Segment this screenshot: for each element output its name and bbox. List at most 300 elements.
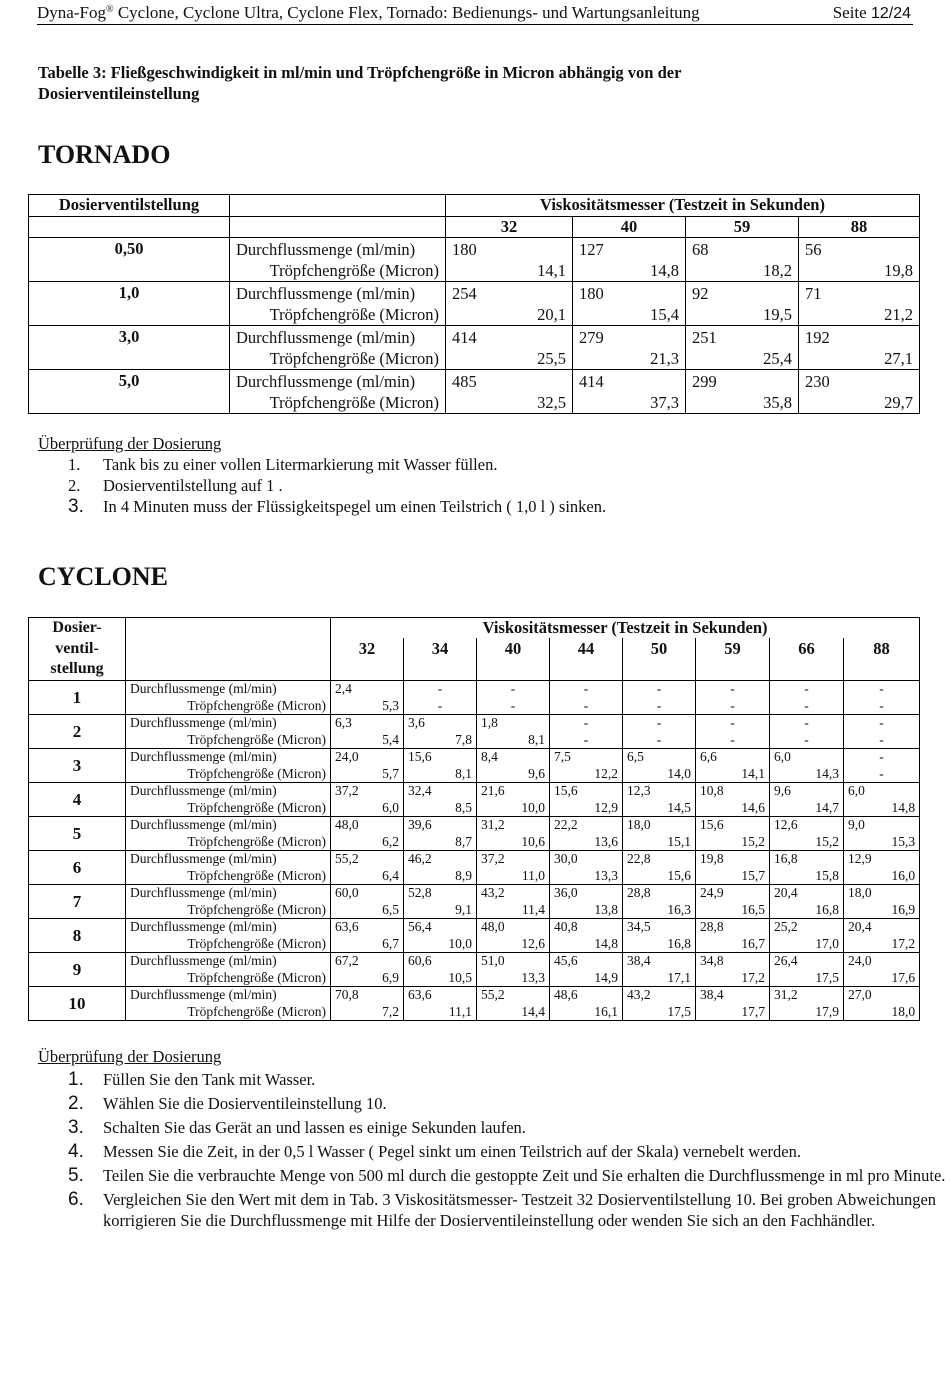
drop-value: 12,9 [594, 799, 618, 815]
drop-value: 21,2 [884, 305, 914, 324]
step-number: 4. [68, 1141, 84, 1162]
cyclone-value-cell [770, 851, 844, 885]
tornado-label-cell [230, 370, 446, 414]
step-number: 1. [68, 455, 81, 474]
flow-value: 34,8 [700, 953, 724, 968]
drop-value: 17,2 [741, 969, 765, 985]
drop-value: 11,0 [521, 867, 545, 883]
cyclone-value-cell [331, 953, 404, 987]
step-text: Wählen Sie die Dosierventileinstellung 10. [103, 1094, 387, 1113]
flow-value: 27,0 [848, 987, 872, 1002]
drop-value: 12,2 [594, 765, 618, 781]
cyclone-value-cell [331, 851, 404, 885]
flow-value: 299 [692, 372, 717, 391]
drop-value: 17,7 [741, 1003, 765, 1019]
drop-label: Tröpfchengröße (Micron) [187, 901, 326, 917]
drop-value: 11,4 [521, 901, 545, 917]
drop-value: 8,9 [455, 867, 472, 883]
cyclone-value-cell [696, 919, 770, 953]
cyclone-setting-cell: 10 [29, 987, 126, 1021]
drop-value: 12,6 [521, 935, 545, 951]
drop-value: 15,3 [891, 833, 916, 849]
drop-value: 9,6 [528, 765, 545, 781]
tornado-value-cell [686, 370, 799, 414]
drop-value: 8,1 [528, 731, 545, 747]
table-row [29, 326, 920, 370]
tornado-label-cell [230, 282, 446, 326]
cyclone-title: CYCLONE [38, 562, 169, 591]
step-text: Schalten Sie das Gerät an und lassen es einige Sekunden laufen. [103, 1118, 526, 1137]
tornado-header-blank [230, 195, 446, 217]
cyclone-value-cell [623, 885, 696, 919]
cyclone-value-cell [404, 783, 477, 817]
tornado-value-cell [799, 326, 920, 370]
cyclone-value-cell [331, 681, 404, 715]
cyclone-time-44: 44 [550, 638, 623, 681]
tornado-header-setting: Dosierventilstellung [29, 195, 230, 217]
flow-value: 31,2 [481, 817, 505, 832]
tornado-value-cell [446, 282, 573, 326]
flow-label: Durchflussmenge (ml/min) [236, 372, 416, 391]
cyclone-value-cell [404, 953, 477, 987]
drop-value: 14,9 [594, 969, 618, 985]
tornado-time-59: 59 [686, 216, 799, 238]
flow-value: 20,4 [848, 919, 872, 934]
tornado-value-cell [573, 238, 686, 282]
flow-value: 1,8 [481, 715, 498, 730]
cyclone-value-cell [550, 817, 623, 851]
flow-value: 10,8 [700, 783, 724, 798]
list-item [38, 496, 606, 517]
cyclone-value-cell [477, 919, 550, 953]
flow-value: 180 [452, 240, 477, 259]
table-caption: Tabelle 3: Fließgeschwindigkeit in ml/min und Tröpfchengröße in Micron abhängig von der Dosierventileinstellung [38, 63, 682, 103]
cyclone-value-cell [550, 953, 623, 987]
drop-label: Tröpfchengröße (Micron) [187, 765, 326, 781]
cyclone-label-cell [126, 953, 331, 987]
flow-value: 3,6 [408, 715, 425, 730]
cyclone-value-cell [770, 885, 844, 919]
drop-value: 20,1 [537, 305, 566, 324]
flow-value: - [656, 715, 662, 730]
flow-value: 63,6 [408, 987, 432, 1002]
cyclone-label-cell [126, 851, 331, 885]
table-row [29, 370, 920, 414]
drop-value: 29,7 [884, 393, 914, 412]
cyclone-setting-cell: 3 [29, 749, 126, 783]
drop-value: 16,8 [815, 901, 839, 917]
cyclone-header-row [29, 618, 920, 639]
cyclone-label-cell [126, 783, 331, 817]
flow-value: 18,0 [848, 885, 872, 900]
flow-value: 55,2 [481, 987, 505, 1002]
flow-value: 15,6 [700, 817, 724, 832]
drop-value: 21,3 [650, 349, 679, 368]
flow-value: 38,4 [627, 953, 651, 968]
drop-label: Tröpfchengröße (Micron) [187, 1003, 326, 1019]
cyclone-value-cell [844, 749, 920, 783]
cyclone-value-cell [477, 851, 550, 885]
table-row [29, 885, 920, 919]
drop-value: 7,2 [382, 1003, 399, 1019]
drop-value: 17,1 [667, 969, 691, 985]
list-item [38, 1189, 950, 1231]
drop-value: 16,9 [891, 901, 916, 917]
table-row [29, 238, 920, 282]
cyclone-label-cell [126, 885, 331, 919]
drop-label: Tröpfchengröße (Micron) [269, 305, 439, 324]
cyclone-value-cell [331, 817, 404, 851]
flow-label: Durchflussmenge (ml/min) [236, 284, 416, 303]
flow-value: 251 [692, 328, 717, 347]
cyclone-value-cell [623, 851, 696, 885]
cyclone-table [28, 617, 920, 1021]
cyclone-time-50: 50 [623, 638, 696, 681]
cyclone-value-cell [404, 919, 477, 953]
flow-value: 192 [805, 328, 830, 347]
drop-value: 16,0 [891, 867, 916, 883]
tornado-header-blank [230, 216, 446, 238]
list-item [38, 1069, 950, 1090]
step-number: 3. [68, 496, 84, 517]
cyclone-value-cell [696, 885, 770, 919]
flow-label: Durchflussmenge (ml/min) [130, 885, 277, 900]
flow-value: 51,0 [481, 953, 505, 968]
drop-value: - [656, 731, 662, 747]
flow-value: 6,3 [335, 715, 352, 730]
drop-value: 15,6 [667, 867, 691, 883]
drop-value: - [656, 697, 662, 713]
flow-value: 37,2 [481, 851, 505, 866]
drop-value: 14,4 [521, 1003, 545, 1019]
flow-value: - [583, 715, 589, 730]
flow-value: - [730, 715, 735, 730]
drop-value: - [730, 697, 735, 713]
tornado-value-cell [686, 238, 799, 282]
flow-value: 9,0 [848, 817, 865, 832]
tornado-header-blank [29, 216, 230, 238]
cyclone-value-cell [844, 919, 920, 953]
cyclone-value-cell [550, 681, 623, 715]
flow-value: 36,0 [554, 885, 578, 900]
cyclone-value-cell [844, 953, 920, 987]
drop-value: 18,2 [763, 261, 792, 280]
flow-value: 40,8 [554, 919, 578, 934]
list-item [38, 1093, 950, 1114]
drop-value: 5,4 [382, 731, 399, 747]
flow-value: - [437, 681, 443, 696]
drop-value: 32,5 [537, 393, 566, 412]
drop-label: Tröpfchengröße (Micron) [187, 867, 326, 883]
drop-value: 16,3 [667, 901, 691, 917]
tornado-time-40: 40 [573, 216, 686, 238]
cyclone-setting-cell: 8 [29, 919, 126, 953]
flow-value: 19,8 [700, 851, 724, 866]
cyclone-value-cell [696, 715, 770, 749]
cyclone-value-cell [696, 749, 770, 783]
cyclone-value-cell [404, 817, 477, 851]
drop-value: - [730, 731, 735, 747]
tornado-check-title: Überprüfung der Dosierung [38, 434, 222, 453]
setting-header-line: stellung [50, 660, 104, 677]
drop-value: 8,1 [455, 765, 472, 781]
drop-value: 15,8 [815, 867, 839, 883]
flow-value: 26,4 [774, 953, 798, 968]
drop-value: 19,8 [884, 261, 914, 280]
cyclone-value-cell [770, 817, 844, 851]
flow-value: - [879, 715, 884, 730]
cyclone-value-cell [696, 953, 770, 987]
list-item [38, 475, 606, 496]
drop-value: 13,6 [594, 833, 618, 849]
drop-value: 15,7 [741, 867, 765, 883]
cyclone-value-cell [623, 681, 696, 715]
drop-value: - [804, 697, 809, 713]
header-title: Dyna-Fog® Cyclone, Cyclone Ultra, Cyclone Flex, Tornado: Bedienungs- und Wartungsanleitung [37, 3, 700, 22]
step-number: 6. [68, 1189, 84, 1210]
drop-label: Tröpfchengröße (Micron) [187, 833, 326, 849]
drop-value: 6,4 [382, 867, 399, 883]
step-number: 2. [68, 476, 81, 495]
flow-value: - [879, 681, 884, 696]
flow-value: 56 [805, 240, 822, 259]
tornado-setting-cell: 5,0 [29, 370, 230, 414]
cyclone-value-cell [477, 749, 550, 783]
drop-value: 6,2 [382, 833, 399, 849]
flow-value: 56,4 [408, 919, 432, 934]
flow-value: 414 [579, 372, 604, 391]
drop-value: 17,6 [891, 969, 916, 985]
table-row [29, 749, 920, 783]
drop-value: 10,5 [448, 969, 472, 985]
drop-value: 10,0 [521, 799, 545, 815]
flow-value: 70,8 [335, 987, 359, 1002]
tornado-value-cell [799, 238, 920, 282]
drop-label: Tröpfchengröße (Micron) [269, 393, 439, 412]
flow-value: 180 [579, 284, 604, 303]
cyclone-value-cell [550, 885, 623, 919]
flow-value: - [879, 749, 884, 764]
drop-label: Tröpfchengröße (Micron) [269, 349, 439, 368]
flow-label: Durchflussmenge (ml/min) [236, 328, 416, 347]
step-text: Messen Sie die Zeit, in der 0,5 l Wasser ( Pegel sinkt um einen Teilstrich auf der Skala) vernebelt werden. [103, 1142, 801, 1161]
cyclone-value-cell [404, 851, 477, 885]
cyclone-time-59: 59 [696, 638, 770, 681]
drop-value: 15,2 [741, 833, 765, 849]
drop-value: 16,1 [594, 1003, 618, 1019]
tornado-value-cell [446, 238, 573, 282]
cyclone-value-cell [623, 987, 696, 1021]
cyclone-value-cell [623, 817, 696, 851]
drop-label: Tröpfchengröße (Micron) [269, 261, 439, 280]
drop-value: 17,2 [891, 935, 916, 951]
drop-value: 10,0 [448, 935, 472, 951]
drop-value: 6,0 [382, 799, 399, 815]
flow-value: 25,2 [774, 919, 798, 934]
cyclone-label-cell [126, 817, 331, 851]
tornado-time-32: 32 [446, 216, 573, 238]
cyclone-value-cell [696, 987, 770, 1021]
cyclone-value-cell [550, 987, 623, 1021]
drop-value: 9,1 [455, 901, 472, 917]
cyclone-value-cell [550, 851, 623, 885]
cyclone-value-cell [404, 885, 477, 919]
table-row [29, 817, 920, 851]
drop-value: 19,5 [763, 305, 792, 324]
flow-value: 39,6 [408, 817, 432, 832]
tornado-header-group: Viskositätsmesser (Testzeit in Sekunden) [446, 195, 920, 217]
cyclone-value-cell [844, 681, 920, 715]
flow-value: 60,0 [335, 885, 359, 900]
drop-value: - [583, 697, 589, 713]
flow-value: 6,5 [627, 749, 644, 764]
cyclone-value-cell [477, 885, 550, 919]
drop-value: 6,9 [382, 969, 399, 985]
cyclone-header-blank [126, 618, 331, 681]
flow-label: Durchflussmenge (ml/min) [130, 987, 277, 1002]
flow-label: Durchflussmenge (ml/min) [130, 749, 277, 764]
cyclone-time-40: 40 [477, 638, 550, 681]
drop-value: 14,3 [815, 765, 839, 781]
cyclone-value-cell [623, 715, 696, 749]
drop-value: 15,4 [650, 305, 679, 324]
flow-value: 20,4 [774, 885, 798, 900]
drop-value: 25,5 [537, 349, 566, 368]
cyclone-time-34: 34 [404, 638, 477, 681]
drop-value: 16,7 [741, 935, 765, 951]
cyclone-value-cell [477, 783, 550, 817]
drop-value: 17,5 [667, 1003, 691, 1019]
cyclone-value-cell [550, 919, 623, 953]
cyclone-value-cell [404, 749, 477, 783]
flow-value: 28,8 [627, 885, 651, 900]
flow-value: 63,6 [335, 919, 359, 934]
flow-value: 31,2 [774, 987, 798, 1002]
list-item [38, 1117, 950, 1138]
tornado-setting-cell: 1,0 [29, 282, 230, 326]
flow-value: 30,0 [554, 851, 578, 866]
drop-value: 14,7 [815, 799, 839, 815]
flow-value: 6,0 [774, 749, 791, 764]
flow-value: 18,0 [627, 817, 651, 832]
flow-label: Durchflussmenge (ml/min) [130, 783, 277, 798]
cyclone-value-cell [696, 783, 770, 817]
step-text: Teilen Sie die verbrauchte Menge von 500 ml durch die gestoppte Zeit und Sie erhalten die Durchflussmenge in ml pro Minute. [103, 1166, 946, 1185]
drop-value: 5,7 [382, 765, 399, 781]
flow-value: 22,2 [554, 817, 578, 832]
drop-value: 17,9 [815, 1003, 839, 1019]
flow-value: 43,2 [627, 987, 651, 1002]
flow-value: 9,6 [774, 783, 791, 798]
drop-value: 14,1 [537, 261, 566, 280]
drop-label: Tröpfchengröße (Micron) [187, 697, 326, 713]
flow-value: 12,3 [627, 783, 651, 798]
drop-value: 13,8 [594, 901, 618, 917]
cyclone-value-cell [844, 783, 920, 817]
drop-value: 37,3 [650, 393, 679, 412]
cyclone-value-cell [623, 749, 696, 783]
setting-header-line: ventil- [55, 639, 99, 657]
flow-value: 45,6 [554, 953, 578, 968]
drop-value: 16,5 [741, 901, 765, 917]
drop-value: - [583, 731, 589, 747]
drop-value: 14,0 [667, 765, 691, 781]
drop-value: 8,5 [455, 799, 472, 815]
flow-value: 414 [452, 328, 477, 347]
tornado-label-cell [230, 238, 446, 282]
flow-value: 55,2 [335, 851, 359, 866]
flow-value: 24,9 [700, 885, 724, 900]
cyclone-header-setting [29, 618, 126, 681]
flow-value: - [583, 681, 589, 696]
cyclone-label-cell [126, 681, 331, 715]
drop-value: 5,3 [382, 697, 399, 713]
drop-value: 14,1 [741, 765, 765, 781]
flow-label: Durchflussmenge (ml/min) [130, 919, 277, 934]
cyclone-value-cell [477, 681, 550, 715]
drop-label: Tröpfchengröße (Micron) [187, 969, 326, 985]
cyclone-value-cell [331, 715, 404, 749]
cyclone-value-cell [623, 783, 696, 817]
tornado-table [28, 194, 920, 414]
flow-value: - [730, 681, 735, 696]
flow-value: 48,0 [335, 817, 359, 832]
flow-value: 28,8 [700, 919, 724, 934]
flow-value: 7,5 [554, 749, 571, 764]
flow-value: - [804, 681, 809, 696]
cyclone-value-cell [696, 851, 770, 885]
cyclone-check-steps [38, 1069, 950, 1234]
tornado-value-cell [573, 326, 686, 370]
tornado-header-times [29, 216, 920, 238]
step-text: Füllen Sie den Tank mit Wasser. [103, 1070, 316, 1089]
page-number: Seite 12/24 [832, 3, 911, 22]
drop-value: - [804, 731, 809, 747]
flow-value: 68 [692, 240, 709, 259]
cyclone-value-cell [477, 987, 550, 1021]
cyclone-value-cell [331, 987, 404, 1021]
drop-value: 7,8 [455, 731, 472, 747]
flow-value: 6,0 [848, 783, 865, 798]
flow-value: 279 [579, 328, 604, 347]
step-number: 2. [68, 1093, 84, 1114]
cyclone-value-cell [844, 817, 920, 851]
cyclone-header-group: Viskositätsmesser (Testzeit in Sekunden) [331, 618, 920, 639]
cyclone-value-cell [844, 851, 920, 885]
cyclone-setting-cell: 2 [29, 715, 126, 749]
flow-value: 15,6 [554, 783, 578, 798]
tornado-value-cell [686, 326, 799, 370]
step-text: In 4 Minuten muss der Flüssigkeitspegel um einen Teilstrich ( 1,0 l ) sinken. [103, 497, 607, 516]
drop-value: 25,4 [763, 349, 792, 368]
cyclone-value-cell [844, 715, 920, 749]
table-row [29, 783, 920, 817]
cyclone-value-cell [331, 885, 404, 919]
drop-value: 14,8 [650, 261, 679, 280]
tornado-value-cell [799, 370, 920, 414]
drop-value: 27,1 [884, 349, 914, 368]
cyclone-label-cell [126, 749, 331, 783]
flow-value: 43,2 [481, 885, 505, 900]
list-item [38, 1165, 950, 1186]
cyclone-setting-cell: 9 [29, 953, 126, 987]
flow-label: Durchflussmenge (ml/min) [130, 681, 277, 696]
cyclone-value-cell [770, 919, 844, 953]
flow-value: 48,0 [481, 919, 505, 934]
cyclone-value-cell [404, 681, 477, 715]
drop-label: Tröpfchengröße (Micron) [187, 799, 326, 815]
drop-label: Tröpfchengröße (Micron) [187, 935, 326, 951]
